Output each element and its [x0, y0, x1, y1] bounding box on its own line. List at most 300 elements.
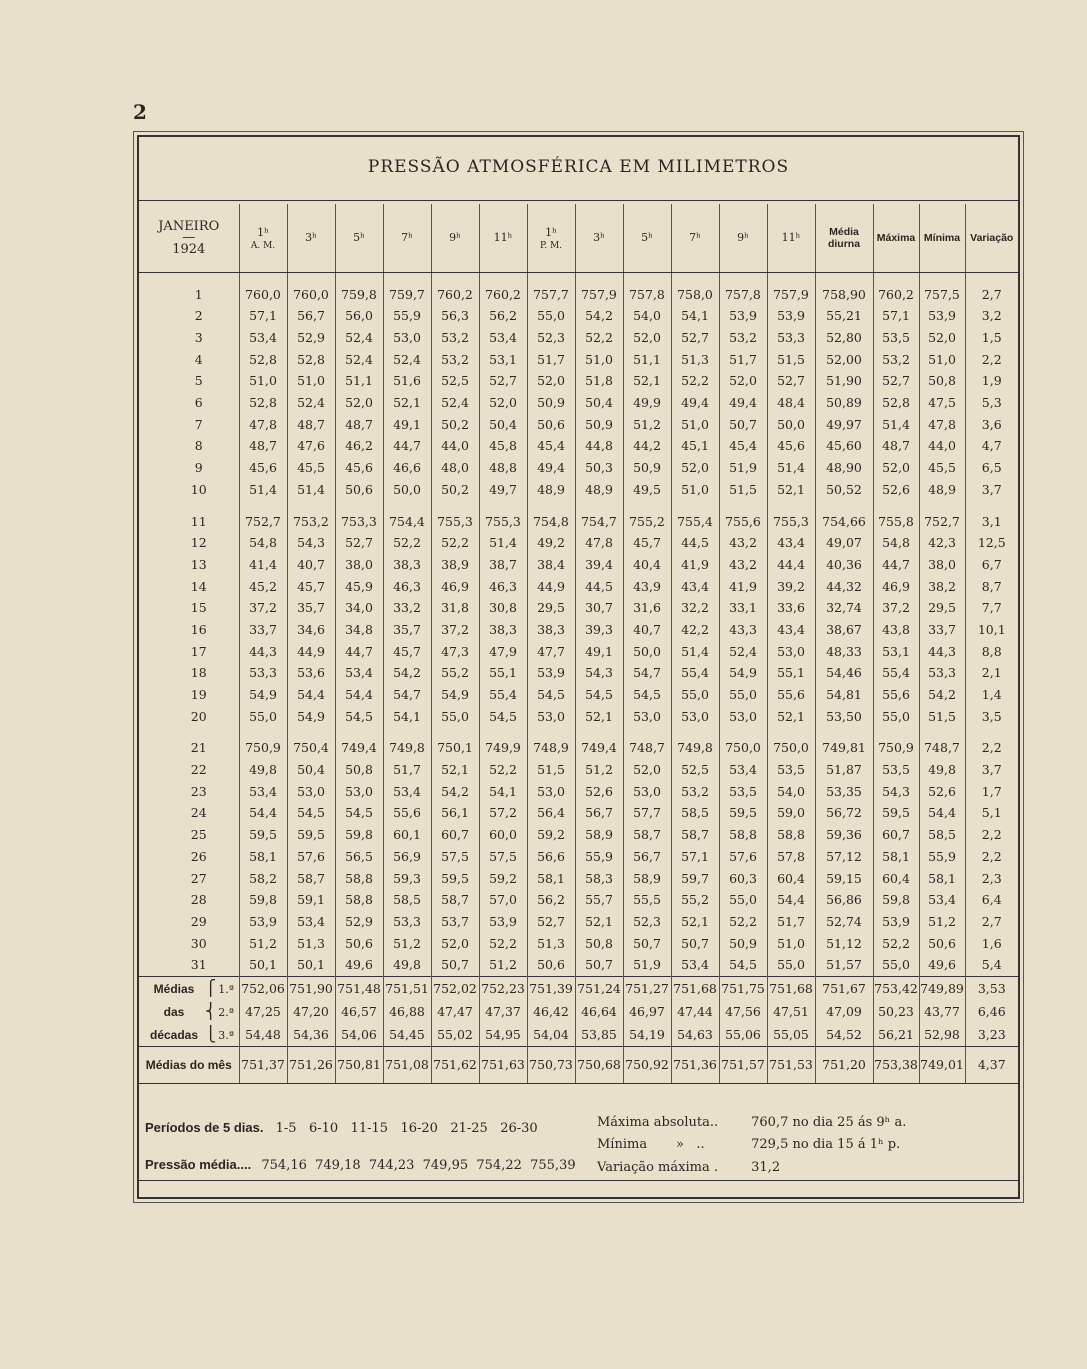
table-cell: 52,8	[287, 348, 335, 370]
table-cell: 50,9	[575, 413, 623, 435]
table-cell: 51,2	[239, 932, 287, 954]
table-cell: 2	[194, 308, 203, 324]
table-cell: 51,8	[575, 370, 623, 392]
spacer-cell	[873, 727, 919, 737]
table-cell: 44,4	[767, 554, 815, 576]
table-cell: 45,4	[527, 435, 575, 457]
month-label: JANEIRO	[158, 219, 220, 234]
table-cell: 21	[190, 740, 207, 756]
table-cell: 54,04	[527, 1023, 575, 1047]
table-cell: 751,67	[815, 976, 873, 1000]
table-cell: 751,26	[287, 1046, 335, 1083]
table-cell: 53,4	[239, 327, 287, 349]
spacer-cell	[527, 727, 575, 737]
table-cell: 57,8	[767, 846, 815, 868]
table-cell: 751,36	[671, 1046, 719, 1083]
table-cell: 30,7	[575, 597, 623, 619]
table-cell: 58,7	[623, 824, 671, 846]
table-cell: 52,4	[383, 348, 431, 370]
table-cell: 45,9	[335, 575, 383, 597]
table-body	[139, 273, 1018, 1084]
table-cell: 51,87	[815, 759, 873, 781]
table-cell: 48,7	[239, 435, 287, 457]
spacer-cell	[287, 500, 335, 510]
table-cell: 54,9	[431, 684, 479, 706]
table-cell: 38,3	[527, 619, 575, 641]
table-cell: 60,7	[873, 824, 919, 846]
table-cell: 56,2	[527, 889, 575, 911]
table-cell: 52,74	[815, 911, 873, 933]
table-cell: 52,2	[575, 327, 623, 349]
table-cell: 59,3	[383, 867, 431, 889]
table-cell: 50,1	[239, 954, 287, 976]
table-cell: 50,8	[919, 370, 965, 392]
table-cell: 46,3	[383, 575, 431, 597]
table-cell: 40,7	[287, 554, 335, 576]
table-cell: 44,2	[623, 435, 671, 457]
month-mean-label: Médias do mês	[139, 1046, 239, 1083]
table-cell: 52,7	[671, 327, 719, 349]
table-cell: 755,3	[767, 510, 815, 532]
table-cell: 51,5	[719, 479, 767, 501]
table-cell: 51,0	[671, 413, 719, 435]
table-cell: 51,0	[671, 479, 719, 501]
table-cell: 54,3	[873, 780, 919, 802]
table-cell: 48,4	[767, 392, 815, 414]
table-cell: 59,5	[873, 802, 919, 824]
table-cell: 37,2	[873, 597, 919, 619]
pressure-values: 754,16 749,18 744,23 749,95 754,22 755,39	[261, 1158, 576, 1173]
hour-header	[719, 204, 767, 273]
table-cell: 751,62	[431, 1046, 479, 1083]
min-value: 729,5 no dia 15 á 1ʰ p.	[751, 1137, 901, 1152]
table-cell: 56,7	[287, 305, 335, 327]
spacer-cell	[479, 727, 527, 737]
table-cell: 38,3	[479, 619, 527, 641]
table-cell: 54,48	[239, 1023, 287, 1047]
table-row	[139, 575, 1018, 597]
table-cell: 755,4	[671, 510, 719, 532]
table-cell: 33,1	[719, 597, 767, 619]
table-cell: 52,2	[671, 370, 719, 392]
table-cell: 55,02	[431, 1023, 479, 1047]
decade-label-cell	[139, 1023, 239, 1047]
table-cell: 47,47	[431, 1000, 479, 1023]
table-cell: 51,0	[575, 348, 623, 370]
spacer-cell	[719, 727, 767, 737]
table-cell: 52,8	[239, 392, 287, 414]
spacer-cell	[767, 500, 815, 510]
table-cell: 53,85	[575, 1023, 623, 1047]
table-cell: 3,7	[965, 759, 1018, 781]
table-cell: 47,7	[527, 640, 575, 662]
table-cell: 55,0	[873, 705, 919, 727]
table-cell: 759,7	[383, 273, 431, 306]
table-cell: 55,05	[767, 1023, 815, 1047]
hour-header	[431, 204, 479, 273]
table-cell: 46,64	[575, 1000, 623, 1023]
dash: —	[182, 230, 196, 245]
decade-mean-row	[139, 1023, 1018, 1047]
table-cell: 750,9	[873, 737, 919, 759]
table-cell: 54,4	[335, 684, 383, 706]
spacer-cell	[815, 727, 873, 737]
table-cell: 48,7	[287, 413, 335, 435]
table-cell: 26	[190, 848, 207, 864]
spacer-cell	[965, 500, 1018, 510]
table-cell: 58,7	[431, 889, 479, 911]
table-cell: 40,36	[815, 554, 873, 576]
decade-label: Médias	[153, 982, 195, 997]
table-cell: 38,3	[383, 554, 431, 576]
table-cell: 50,3	[575, 457, 623, 479]
table-cell: 52,0	[527, 370, 575, 392]
table-row	[139, 684, 1018, 706]
table-cell: 50,9	[719, 932, 767, 954]
table-cell: 58,8	[335, 889, 383, 911]
table-cell: 54,1	[383, 705, 431, 727]
table-cell: 760,0	[287, 273, 335, 306]
table-cell: 52,7	[527, 911, 575, 933]
table-cell: 6,4	[965, 889, 1018, 911]
table-cell: 51,3	[287, 932, 335, 954]
table-cell: 9	[194, 460, 203, 476]
table-cell: 58,7	[671, 824, 719, 846]
table-cell: 2,1	[965, 662, 1018, 684]
table-cell: 53,2	[873, 348, 919, 370]
table-cell: 751,53	[767, 1046, 815, 1083]
table-cell: 751,68	[671, 976, 719, 1000]
table-cell: 52,4	[287, 392, 335, 414]
table-cell: 59,5	[287, 824, 335, 846]
table-cell: 58,5	[383, 889, 431, 911]
table-cell: 760,2	[873, 273, 919, 306]
table-cell: 752,06	[239, 976, 287, 1000]
table-cell: 46,88	[383, 1000, 431, 1023]
table-cell: 52,9	[335, 911, 383, 933]
table-row	[139, 932, 1018, 954]
spacer-cell	[383, 727, 431, 737]
table-cell: 759,8	[335, 273, 383, 306]
table-cell: 55,2	[671, 889, 719, 911]
table-cell: 54,36	[287, 1023, 335, 1047]
table-cell: 60,4	[767, 867, 815, 889]
table-cell: 54,4	[239, 802, 287, 824]
table-cell: 55,0	[671, 684, 719, 706]
table-cell: 56,0	[335, 305, 383, 327]
table-cell: 55,0	[527, 305, 575, 327]
table-cell: 38,9	[431, 554, 479, 576]
table-cell: 33,6	[767, 597, 815, 619]
table-cell: 41,9	[719, 575, 767, 597]
table-row	[139, 780, 1018, 802]
table-cell: 40,7	[623, 619, 671, 641]
table-cell: 59,36	[815, 824, 873, 846]
spacer-cell	[383, 500, 431, 510]
table-cell: 748,9	[527, 737, 575, 759]
table-cell: 49,97	[815, 413, 873, 435]
table-cell: 757,9	[767, 273, 815, 306]
hour-label: 3ʰ	[305, 230, 317, 244]
table-cell: 52,1	[767, 705, 815, 727]
table-cell: 54,9	[239, 684, 287, 706]
table-cell: 751,27	[623, 976, 671, 1000]
table-cell: 7,7	[965, 597, 1018, 619]
table-cell: 749,4	[575, 737, 623, 759]
hour-label: 11ʰ	[781, 230, 801, 244]
table-cell: 54,5	[287, 802, 335, 824]
hour-period: P. M.	[539, 240, 563, 251]
table-cell: 2,2	[965, 737, 1018, 759]
table-cell: 54,2	[919, 684, 965, 706]
table-cell: 49,2	[527, 532, 575, 554]
abs-max-value: 760,7 no dia 25 ás 9ʰ a.	[751, 1115, 907, 1130]
table-cell: 55,21	[815, 305, 873, 327]
table-cell: 51,9	[719, 457, 767, 479]
table-cell: 57,5	[431, 846, 479, 868]
table-cell: 56,2	[479, 305, 527, 327]
table-cell: 54,2	[431, 780, 479, 802]
table-cell: 53,9	[919, 305, 965, 327]
spacer-cell	[431, 727, 479, 737]
table-cell: 52,3	[527, 327, 575, 349]
table-cell: 52,5	[431, 370, 479, 392]
table-cell: 57,7	[623, 802, 671, 824]
table-cell: 3,6	[965, 413, 1018, 435]
table-cell: 1	[194, 286, 203, 302]
table-cell: 54,0	[767, 780, 815, 802]
table-cell: 51,4	[671, 640, 719, 662]
table-cell: 51,4	[479, 532, 527, 554]
table-cell: 53,4	[479, 327, 527, 349]
spacer-cell	[623, 500, 671, 510]
spacer-cell	[239, 727, 287, 737]
table-cell: 53,3	[919, 662, 965, 684]
table-cell: 2,2	[965, 824, 1018, 846]
table-cell: 3	[194, 330, 203, 346]
table-cell: 50,1	[287, 954, 335, 976]
table-cell: 50,52	[815, 479, 873, 501]
table-cell: 44,7	[383, 435, 431, 457]
table-cell: 751,57	[719, 1046, 767, 1083]
table-cell: 54,5	[527, 684, 575, 706]
table-cell: 59,5	[239, 824, 287, 846]
table-cell: 53,5	[767, 759, 815, 781]
table-cell: 60,1	[383, 824, 431, 846]
table-row	[139, 640, 1018, 662]
table-cell: 50,2	[431, 479, 479, 501]
table-cell: 750,4	[287, 737, 335, 759]
table-cell: 760,2	[431, 273, 479, 306]
table-cell: 51,4	[873, 413, 919, 435]
table-cell: 54,5	[335, 705, 383, 727]
table-cell: 31,6	[623, 597, 671, 619]
table-cell: 749,81	[815, 737, 873, 759]
table-cell: 3,53	[965, 976, 1018, 1000]
bottom-divider	[139, 1180, 1018, 1181]
table-cell: 52,2	[383, 532, 431, 554]
table-cell: 47,44	[671, 1000, 719, 1023]
table-cell: 56,4	[527, 802, 575, 824]
table-cell: 50,6	[527, 413, 575, 435]
table-cell: 48,33	[815, 640, 873, 662]
table-cell: 751,75	[719, 976, 767, 1000]
table-cell: 52,80	[815, 327, 873, 349]
table-cell: 52,9	[287, 327, 335, 349]
table-cell: 48,0	[431, 457, 479, 479]
table-cell: 56,86	[815, 889, 873, 911]
table-cell: 2,7	[965, 911, 1018, 933]
table-cell: 55,6	[767, 684, 815, 706]
table-cell: 750,0	[719, 737, 767, 759]
table-cell: 49,8	[239, 759, 287, 781]
table-cell: 54,5	[335, 802, 383, 824]
abs-max-label: Máxima absoluta..	[597, 1115, 719, 1130]
table-frame	[137, 135, 1020, 1199]
table-cell: 45,5	[919, 457, 965, 479]
table-cell: 52,2	[479, 932, 527, 954]
table-cell: 53,7	[431, 911, 479, 933]
table-cell: 751,24	[575, 976, 623, 1000]
table-cell: 51,7	[383, 759, 431, 781]
table-cell: 54,4	[919, 802, 965, 824]
table-cell: 52,0	[431, 932, 479, 954]
periods-label: Períodos de 5 dias.	[145, 1120, 264, 1135]
table-cell: 5,3	[965, 392, 1018, 414]
table-cell: 760,2	[479, 273, 527, 306]
table-cell: 53,9	[527, 662, 575, 684]
table-cell: 44,5	[575, 575, 623, 597]
table-cell: 49,8	[919, 759, 965, 781]
table-cell: 4,7	[965, 435, 1018, 457]
table-cell: 59,0	[767, 802, 815, 824]
table-cell: 753,3	[335, 510, 383, 532]
table-cell: 46,2	[335, 435, 383, 457]
minima-header: Mínima	[919, 204, 965, 273]
table-cell: 18	[190, 665, 207, 681]
table-cell: 50,0	[623, 640, 671, 662]
hour-header	[287, 204, 335, 273]
table-cell: 52,0	[623, 327, 671, 349]
decade-label: décadas	[149, 1028, 199, 1043]
table-cell: 29,5	[919, 597, 965, 619]
table-cell: 53,35	[815, 780, 873, 802]
table-cell: 43,8	[873, 619, 919, 641]
table-cell: 52,4	[335, 348, 383, 370]
table-cell: 50,6	[527, 954, 575, 976]
table-cell: 8,8	[965, 640, 1018, 662]
table-cell: 45,7	[623, 532, 671, 554]
table-cell: 749,8	[383, 737, 431, 759]
table-cell: 754,7	[575, 510, 623, 532]
table-cell: 56,9	[383, 846, 431, 868]
table-cell: 42,2	[671, 619, 719, 641]
table-cell: 54,7	[623, 662, 671, 684]
table-cell: 52,7	[873, 370, 919, 392]
table-cell: 52,0	[719, 370, 767, 392]
table-cell: 5,4	[965, 954, 1018, 976]
table-cell: 43,4	[767, 619, 815, 641]
table-cell: 753,2	[287, 510, 335, 532]
table-cell: 46,97	[623, 1000, 671, 1023]
table-cell: 43,4	[767, 532, 815, 554]
table-cell: 53,4	[239, 780, 287, 802]
table-cell: 44,9	[287, 640, 335, 662]
table-cell: 57,6	[287, 846, 335, 868]
table-cell: 47,3	[431, 640, 479, 662]
table-cell: 51,7	[767, 911, 815, 933]
table-cell: 58,3	[575, 867, 623, 889]
table-cell: 1,7	[965, 780, 1018, 802]
table-cell: 51,57	[815, 954, 873, 976]
decade-label-cell	[139, 976, 239, 1000]
hour-header	[383, 204, 431, 273]
table-cell: 752,23	[479, 976, 527, 1000]
table-cell: 5,1	[965, 802, 1018, 824]
table-cell: 53,9	[767, 305, 815, 327]
table-cell: 749,8	[671, 737, 719, 759]
table-cell: 43,4	[671, 575, 719, 597]
table-cell: 52,0	[623, 759, 671, 781]
table-cell: 52,6	[575, 780, 623, 802]
table-cell: 51,2	[383, 932, 431, 954]
table-cell: 8	[194, 438, 203, 454]
table-row	[139, 510, 1018, 532]
table-cell: 51,4	[287, 479, 335, 501]
table-cell: 755,2	[623, 510, 671, 532]
table-cell: 31,8	[431, 597, 479, 619]
row-spacer	[139, 727, 1018, 737]
table-cell: 751,08	[383, 1046, 431, 1083]
table-cell: 34,6	[287, 619, 335, 641]
table-cell: 50,7	[719, 413, 767, 435]
table-cell: 751,20	[815, 1046, 873, 1083]
table-cell: 757,8	[719, 273, 767, 306]
table-cell: 43,77	[919, 1000, 965, 1023]
table-cell: 57,6	[719, 846, 767, 868]
hour-header	[671, 204, 719, 273]
table-cell: 45,4	[719, 435, 767, 457]
table-cell: 55,06	[719, 1023, 767, 1047]
table-cell: 750,81	[335, 1046, 383, 1083]
var-value: 31,2	[751, 1160, 781, 1175]
table-cell: 47,25	[239, 1000, 287, 1023]
table-cell: 753,42	[873, 976, 919, 1000]
spacer-cell	[719, 500, 767, 510]
table-cell: 54,3	[575, 662, 623, 684]
hour-label: 5ʰ	[353, 230, 365, 244]
spacer-cell	[815, 500, 873, 510]
table-cell: 37,2	[431, 619, 479, 641]
table-cell: 54,1	[671, 305, 719, 327]
table-row	[139, 759, 1018, 781]
table-cell: 56,21	[873, 1023, 919, 1047]
table-cell: 27	[190, 870, 207, 886]
table-cell: 47,8	[575, 532, 623, 554]
table-cell: 50,9	[623, 457, 671, 479]
table-cell: 54,19	[623, 1023, 671, 1047]
table-cell: 51,0	[239, 370, 287, 392]
page-title: PRESSÃO ATMOSFÉRICA EM MILIMETROS	[367, 157, 790, 177]
hour-header	[239, 204, 287, 273]
table-cell: 60,7	[431, 824, 479, 846]
table-cell: 56,5	[335, 846, 383, 868]
table-cell: 49,9	[623, 392, 671, 414]
table-cell: 52,98	[919, 1023, 965, 1047]
table-cell: 55,7	[575, 889, 623, 911]
table-cell: 44,5	[671, 532, 719, 554]
table-cell: 53,9	[239, 911, 287, 933]
